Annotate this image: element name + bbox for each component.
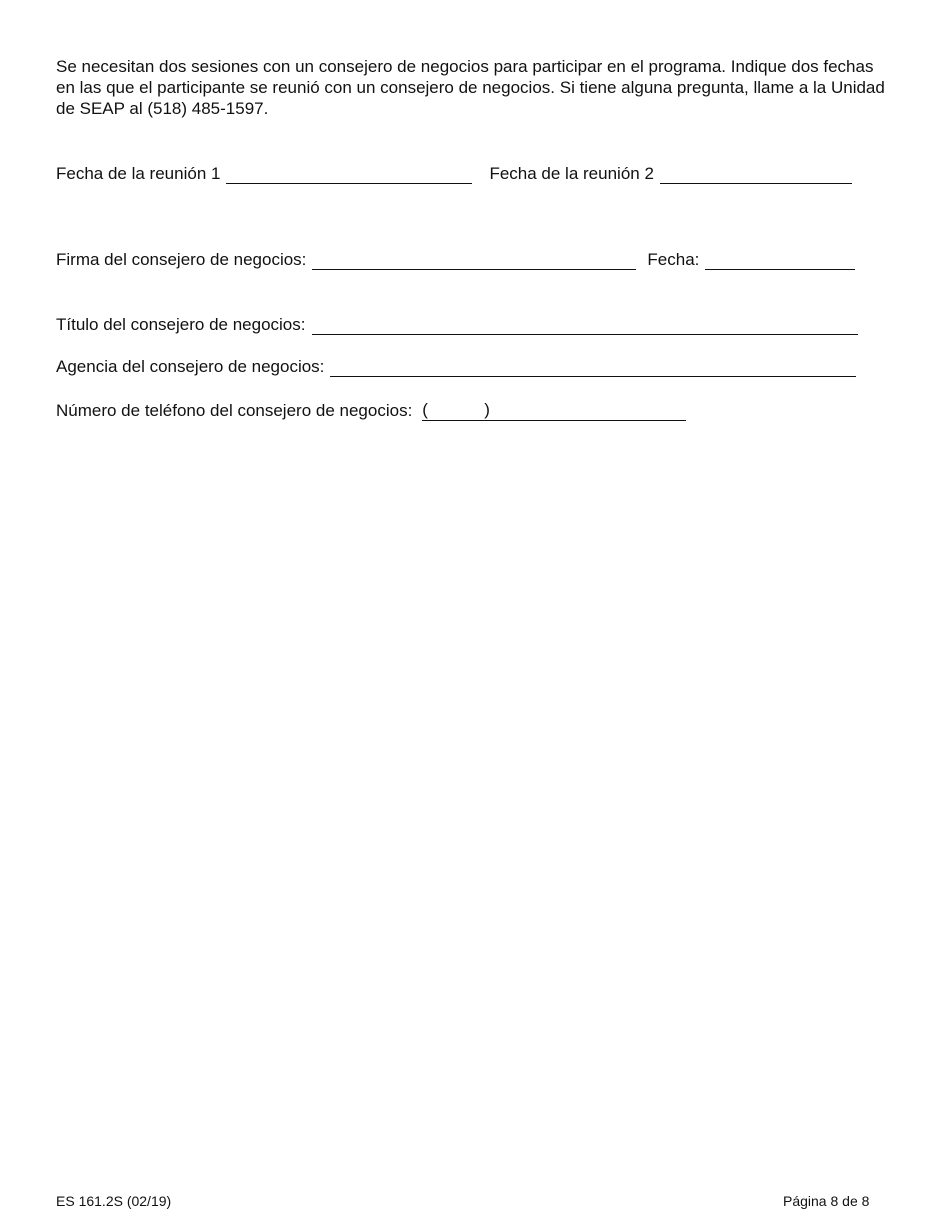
meeting-dates-row: [56, 163, 852, 184]
signature-row: [56, 249, 855, 270]
page-number: Página 8 de 8: [783, 1193, 870, 1209]
form-id: ES 161.2S (02/19): [56, 1193, 172, 1209]
counselor-phone-label: Número de teléfono del consejero de negocios:: [56, 401, 413, 420]
area-code-open-paren: (: [422, 400, 428, 419]
signature-label: Firma del consejero de negocios:: [56, 250, 307, 269]
meeting1-label: Fecha de la reunión 1: [56, 164, 221, 183]
agency-row: [56, 356, 856, 377]
counselor-agency-label: Agencia del consejero de negocios:: [56, 357, 325, 376]
meeting2-date-field[interactable]: [660, 163, 852, 184]
counselor-title-field[interactable]: [312, 314, 858, 335]
meeting1-date-field[interactable]: [226, 163, 472, 184]
counselor-phone-field[interactable]: [422, 400, 686, 421]
counselor-title-label: Título del consejero de negocios:: [56, 315, 306, 334]
area-code-close-paren: ): [484, 400, 490, 419]
counselor-agency-field[interactable]: [330, 356, 856, 377]
instructions-paragraph: Se necesitan dos sesiones con un consejero de negocios para participar en el programa. Indique dos fechas en las que el participante se reunió con un consejero de negocios. Si tiene alguna pregunta, llame a la Unidad de SEAP al (518) 485-1597.: [56, 57, 885, 118]
signature-field[interactable]: [312, 249, 636, 270]
date-label: Fecha:: [647, 250, 700, 269]
phone-row: [56, 400, 686, 421]
meeting2-label: Fecha de la reunión 2: [489, 164, 654, 183]
title-row: [56, 314, 858, 335]
signature-date-field[interactable]: [705, 249, 855, 270]
